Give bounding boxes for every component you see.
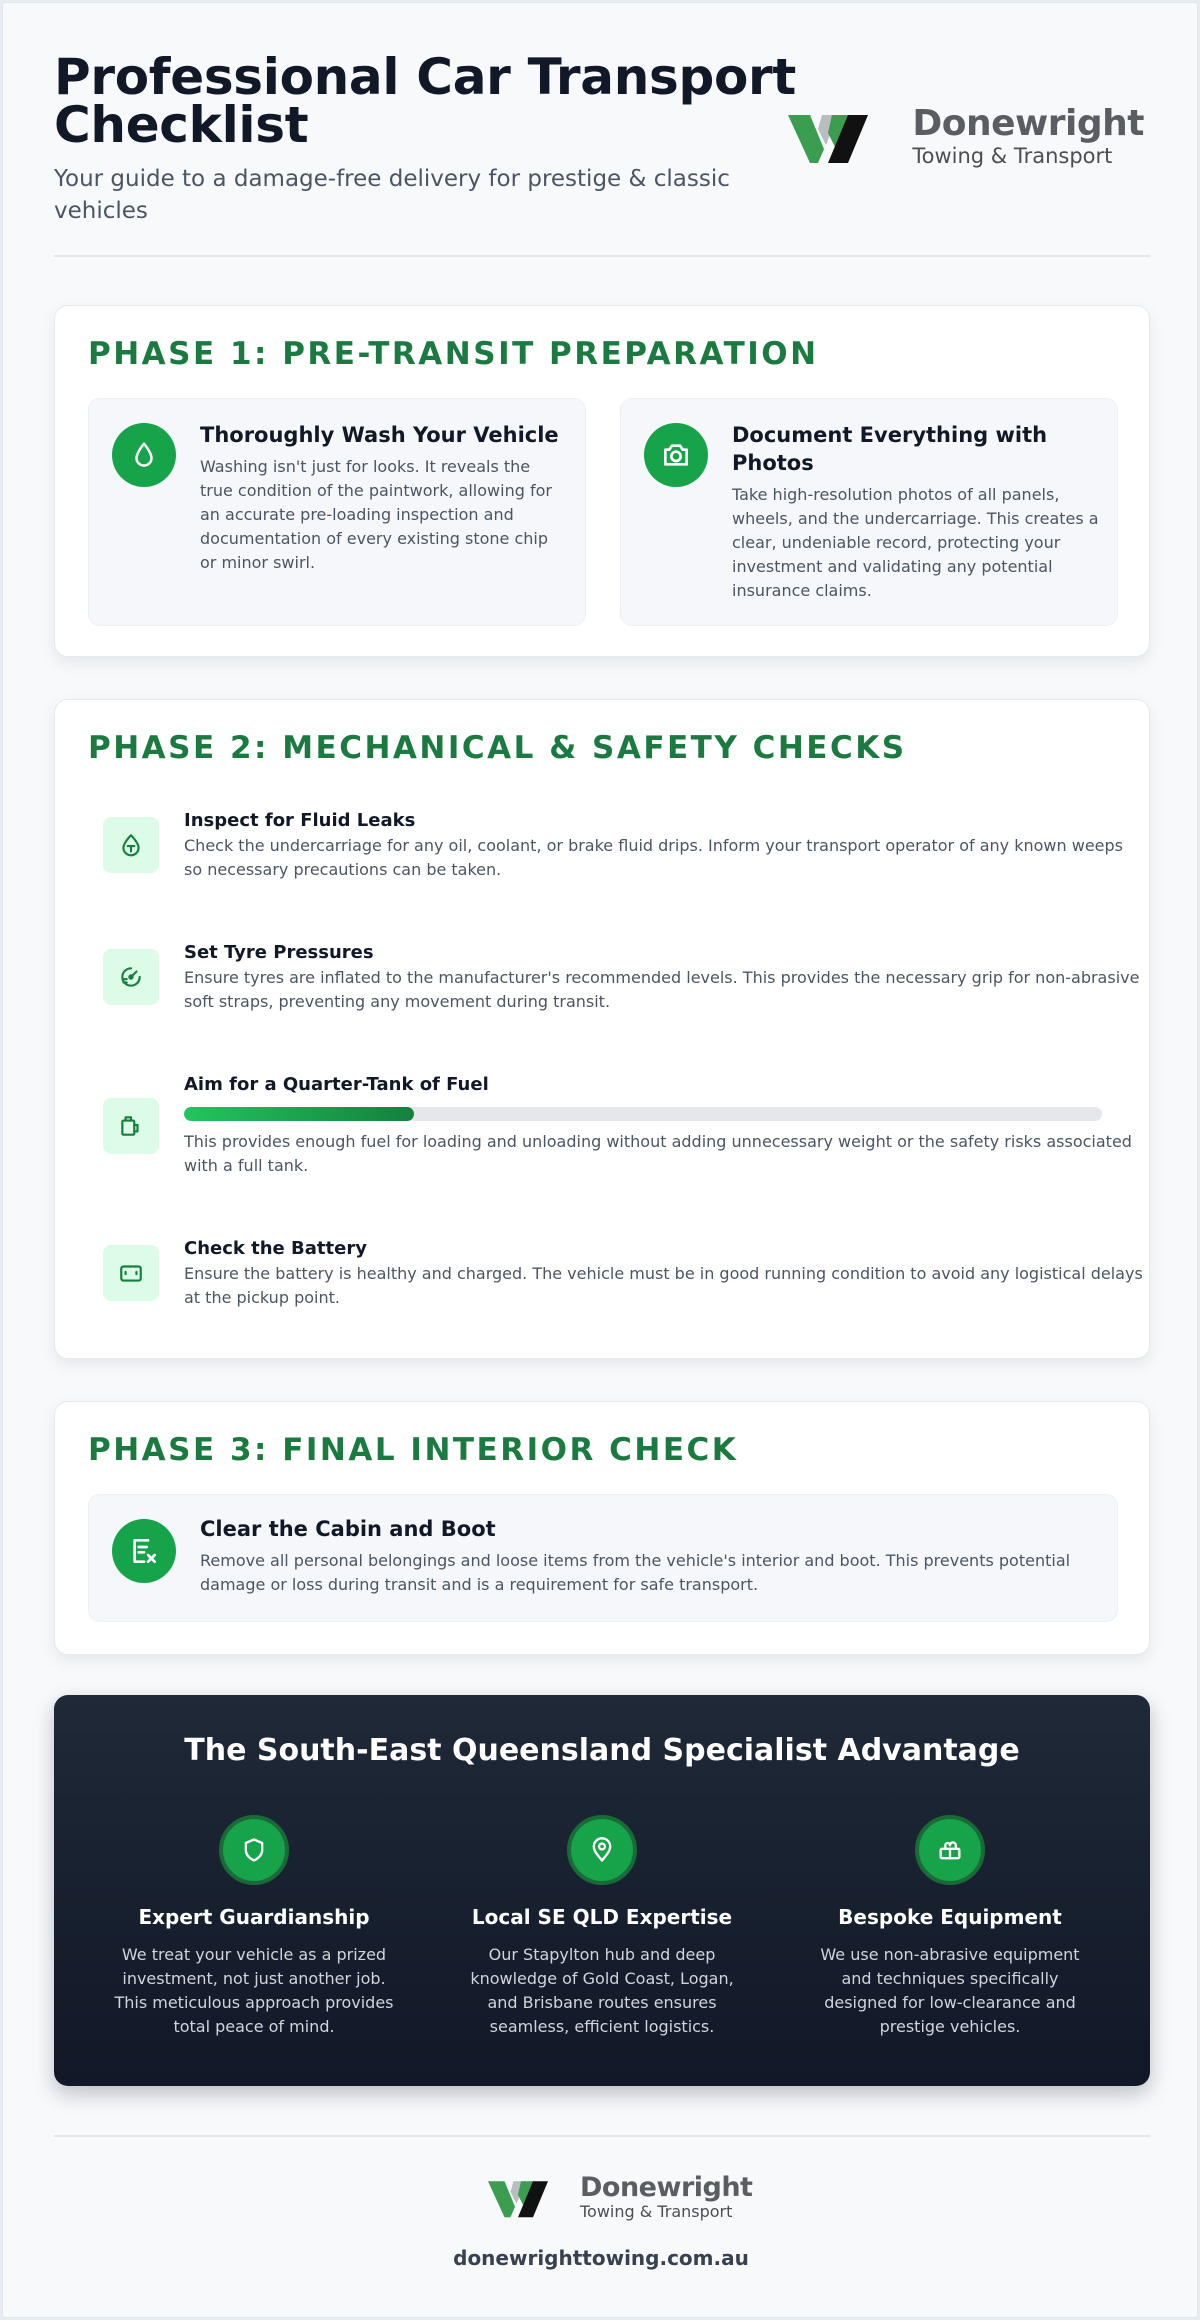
advantage-local-expertise	[457, 1815, 747, 2039]
clear-cabin-tile	[88, 1494, 1118, 1622]
fuel-level-bar	[184, 1107, 1102, 1121]
row-text: This provides enough fuel for loading and unloading without adding unnecessary weight or the safety risks associated with a full tank.	[184, 1132, 1132, 1175]
advantage-title: The South-East Queensland Specialist Advantage	[184, 1733, 1020, 1768]
phase-1-title: PHASE 1: PRE-TRANSIT PREPARATION	[88, 336, 819, 372]
tile-text: Washing isn't just for looks. It reveals the true condition of the paintwork, allowing for an accurate pre-loading inspection and documentation of every existing stone chip or minor swirl.	[200, 457, 552, 572]
brand-logo	[788, 102, 1144, 168]
phase-2-card	[54, 699, 1150, 1359]
phase-3-card	[54, 1401, 1150, 1655]
row-text: Ensure the battery is healthy and charged. The vehicle must be in good running condition to avoid any logistical delays at the pickup point.	[184, 1264, 1143, 1307]
brand-logo-mark-icon	[488, 2173, 572, 2221]
advantage-panel	[54, 1695, 1150, 2086]
row-title: Set Tyre Pressures	[184, 942, 374, 963]
footer-brand-logo	[488, 2173, 752, 2221]
footer-divider	[54, 2135, 1150, 2137]
row-title: Inspect for Fluid Leaks	[184, 810, 416, 831]
water-drop-icon	[112, 423, 176, 487]
advantage-heading: Local SE QLD Expertise	[471, 1905, 733, 1929]
fuel-level-fill	[184, 1107, 414, 1121]
brand-tagline: Towing & Transport	[912, 143, 1113, 168]
map-pin-icon	[567, 1815, 637, 1885]
page-title: Professional Car Transport Checklist	[54, 48, 796, 154]
wash-vehicle-tile	[88, 398, 586, 626]
tile-text: Remove all personal belongings and loose items from the vehicle's interior and boot. This prevents potential damage or loss during transit and is a requirement for safe transport.	[200, 1551, 1071, 1594]
row-title: Check the Battery	[184, 1238, 367, 1259]
fluid-leak-icon	[103, 817, 159, 873]
advantage-heading: Expert Guardianship	[138, 1905, 370, 1929]
page-header	[54, 48, 1150, 257]
row-text: Check the undercarriage for any oil, coolant, or brake fluid drips. Inform your transport operator of any known weeps so necessary precautions can be taken.	[184, 836, 1123, 879]
brand-tagline: Towing & Transport	[580, 2202, 733, 2221]
row-text: Ensure tyres are inflated to the manufacturer's recommended levels. This provides the necessary grip for non-abrasive soft straps, preventing any movement during transit.	[184, 968, 1140, 1011]
advantage-text: We use non-abrasive equipment and techniques specifically designed for low-clearance and prestige vehicles.	[820, 1945, 1080, 2036]
tile-title: Thoroughly Wash Your Vehicle	[200, 423, 559, 447]
phase-1-card	[54, 305, 1150, 657]
tile-title: Clear the Cabin and Boot	[200, 1517, 496, 1541]
advantage-text: We treat your vehicle as a prized investment, not just another job. This meticulous approach provides total peace of mind.	[114, 1945, 394, 2036]
tile-text: Take high-resolution photos of all panels, wheels, and the undercarriage. This creates a clear, undeniable record, protecting your investment and validating any potential insurance claims.	[732, 485, 1099, 600]
advantage-text: Our Stapylton hub and deep knowledge of Gold Coast, Logan, and Brisbane routes ensures seamless, efficient logistics.	[470, 1945, 734, 2036]
advantage-guardianship	[109, 1815, 399, 2039]
tile-title: Document Everything with Photos	[732, 423, 1048, 475]
checklist-page	[2, 2, 1198, 2318]
website-link[interactable]: donewrighttowing.com.au	[453, 2246, 749, 2270]
brand-logo-mark-icon	[788, 105, 900, 167]
page-subtitle: Your guide to a damage-free delivery for prestige & classic vehicles	[54, 166, 730, 224]
document-photos-tile	[620, 398, 1118, 626]
tyre-gauge-icon	[103, 949, 159, 1005]
battery-icon	[103, 1245, 159, 1301]
row-title: Aim for a Quarter-Tank of Fuel	[184, 1074, 489, 1095]
advantage-equipment	[805, 1815, 1095, 2039]
phase-2-title: PHASE 2: MECHANICAL & SAFETY CHECKS	[88, 730, 907, 766]
fuel-icon	[103, 1098, 159, 1154]
shield-icon	[219, 1815, 289, 1885]
phase-3-title: PHASE 3: FINAL INTERIOR CHECK	[88, 1432, 739, 1468]
equipment-icon	[915, 1815, 985, 1885]
advantage-heading: Bespoke Equipment	[838, 1905, 1062, 1929]
clear-cabin-icon	[112, 1519, 176, 1583]
camera-icon	[644, 423, 708, 487]
brand-name: Donewright	[912, 102, 1144, 144]
brand-name: Donewright	[580, 2172, 753, 2203]
